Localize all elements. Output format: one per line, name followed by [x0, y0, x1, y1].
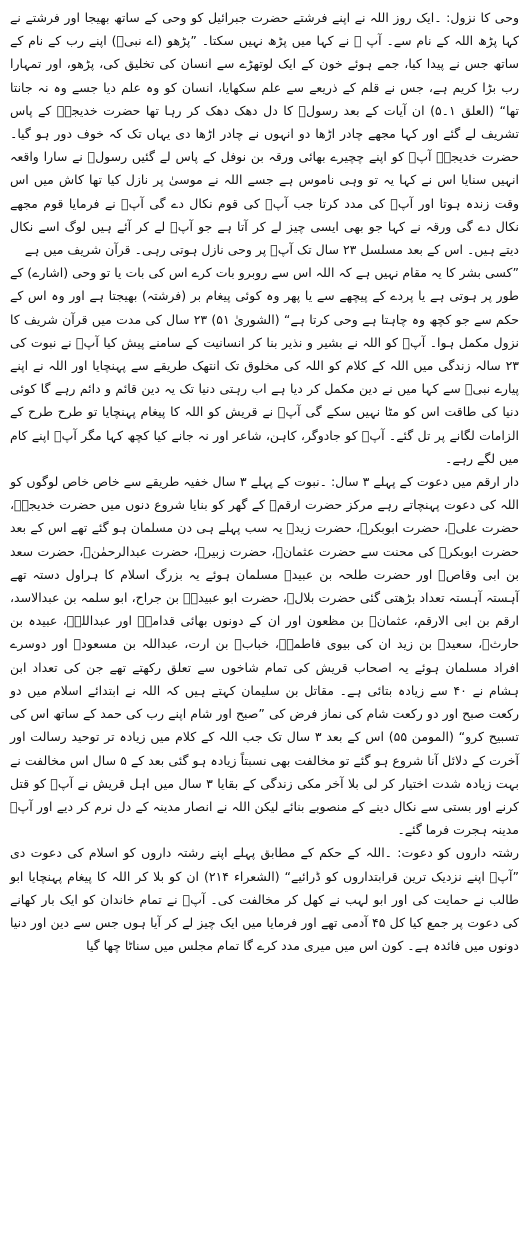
- paragraph-quran-verse: ”کسی بشر کا یہ مقام نہیں ہے کہ اللہ اس سے روبرو بات کرے اس کی بات یا تو وحی (اشارے) کے طور پر ہوتی ہے یا پردے کے پیچھے سے یا پھر وہ کوئی پیغام بر (فرشتہ) بھیجتا ہے اور وہ اس کے حکم سے جو کچھ وہ چاہتا ہے وحی کرتا ہے“ (الشوریٰ ۵۱) ۲۳ سال کی مدت میں قرآن شریف کا نزول مکمل ہوا۔ آپؐ کو اللہ نے بشیر و نذیر بنا کر انسانیت کے سامنے پیش کیا آپؐ نے نبوت کی ۲۳ سالہ زندگی میں اللہ کے کلام کو اللہ کی مخلوق تک انتھک طریقے سے پہنچایا اور اللہ نے اپنے پیارے نبیؐ سے کہا میں نے دین مکمل کر دیا ہے اب رہتی دنیا تک یہ دین قائم و دائم رہے گا کوئی دنیا کی طاقت اس کو مٹا نہیں سکے گی آپؐ نے قریش کو اللہ کا پیغام پہنچایا تو طرح طرح کے الزامات لگانے پر تل گئے۔ آپؐ کو جادوگر، کاہن، شاعر اور نہ جانے کیا کچھ کہا مگر آپؐ اپنے کام میں لگے رہے۔: [10, 265, 520, 466]
- paragraph-relatives-invitation: رشتہ داروں کو دعوت: ۔اللہ کے حکم کے مطابق پہلے اپنے رشتہ داروں کو اسلام کی دعوت دی ”آپؐ اپنے نزدیک ترین قرابتداروں کو ڈرائیے“ (الشعراء ۲۱۴) ان کو بلا کر اللہ کا پیغام پہنچایا ابو طالب نے حمایت کی اور ابو لہب نے کھل کر مخالفت کی۔ آپؐ نے تمام خاندان کو ایک بار کھانے کی دعوت پر جمع کیا کل ۴۵ آدمی تھے اور فرمایا میں ایک چیز لے کر آیا ہوں جس سے دین اور دنیا دونوں میں فائدہ ہے۔ کون اس میں میری مدد کرے گا تمام مجلس میں سناٹا چھا گیا: [10, 845, 519, 954]
- paragraph-revelation: وحی کا نزول: ۔ایک روز اللہ نے اپنے فرشتے حضرت جبرائیل کو وحی کے ساتھ بھیجا اور فرشتے نے کہا پڑھ اللہ کے نام سے۔ آپ ؐ نے کہا میں پڑھ نہیں سکتا۔ ”پڑھو (اے نبیؐ) اپنے رب کے نام کے ساتھ جس نے پیدا کیا، جمے ہوئے خون کے ایک لوتھڑے سے انسان کی تخلیق کی، پڑھو، اور تمہارا رب بڑا کریم ہے، جس نے قلم کے ذریعے سے علم سکھایا، انسان کو وہ علم دیا جسے وہ نہ جانتا تھا“ (العلق ۱۔۵) ان آیات کے بعد رسولؐ کا دل دھک دھک کر رہا تھا حضرت خدیجہؓ کے پاس تشریف لے گئے اور کہا مجھے چادر اڑھا دو انہوں نے چادر اڑھا دی یہاں تک کہ خوف دور ہو گیا۔ حضرت خدیجہؓ آپؐ کو اپنے چچیرے بھائی ورقہ بن نوفل کے پاس لے گئیں رسولؐ نے سارا واقعہ انہیں سنایا اس نے کہا یہ تو وہی ناموس ہے جسے اللہ نے موسیٰ پر نازل کیا تھا کاش میں اس وقت زندہ ہوتا اور آپؐ کی مدد کرتا جب آپؐ کی قوم نکال دے گی آپؐ نے فرمایا قوم مجھے نکال دے گی ورقہ نے کہا جو بھی ایسی چیز لے کر آتا ہے جو آپؐ لے کر آئے ہیں لوگ اسے نکال دیتے ہیں۔ اس کے بعد مسلسل ۲۳ سال تک آپؐ پر وحی نازل ہوتی رہی۔ قرآن شریف میں ہے: [10, 10, 519, 258]
- paragraph-dar-arqam: دار ارقم میں دعوت کے پہلے ۳ سال: ۔نبوت کے پہلے ۳ سال خفیہ طریقے سے خاص خاص لوگوں کو اللہ کی دعوت پہنچاتے رہے مرکز حضرت ارقمؓ کے گھر کو بنایا شروع دنوں میں حضرت خدیجہؓ، حضرت علیؓ، حضرت ابوبکرؓ، حضرت زیدؓ یہ سب پہلے ہی دن مسلمان ہو گئے تھے اس کے بعد حضرت ابوبکرؓ کی محنت سے حضرت عثمانؓ، حضرت زبیرؓ، حضرت عبدالرحمٰنؓ، حضرت سعد بن ابی وقاصؓ اور حضرت طلحہ بن عبیدؓ مسلمان ہوئے یہ بزرگ اسلام کا ہراول دستہ تھے آہستہ آہستہ تعداد بڑھتی گئی حضرت بلالؓ، حضرت ابو عبیدہؓ بن جراح، ابو سلمہ بن عبدالاسد، ارقم بن ابی الارقم، عثمانؓ بن مظعون اور ان کے دونوں بھائی قدامہؓ اور عبداللہؓ، عبیدہ بن حارثؓ، سعیدؓ بن زید ان کی بیوی فاطمہؓ، خبابؓ بن ارت، عبداللہ بن مسعودؓ اور دوسرے افراد مسلمان ہوئے یہ اصحاب قریش کی تمام شاخوں سے تعلق رکھتے تھے جن کی تعداد ابن ہشام نے ۴۰ سے زیادہ بتائی ہے۔ مقاتل بن سلیمان کہتے ہیں کہ اللہ نے ابتدائے اسلام میں دو رکعت صبح اور دو رکعت شام کی نماز فرض کی ”صبح اور شام اپنے رب کی حمد کے ساتھ اس کی تسبیح کرو“ (المومن ۵۵) اس کے بعد ۳ سال تک جب اللہ کے کلام میں زیادہ تر توحید رسالت اور آخرت کے دلائل آنا شروع ہو گئے تو مخالفت بھی نسبتاً زیادہ ہو گئی بعد کے ۵ سال اس مخالفت نے بہت زیادہ شدت اختیار کر لی بلا آخر مکی زندگی کے بقایا ۳ سال میں اہل قریش نے آپؐ کو قتل کرنے اور بستی سے نکال دینے کے منصوبے بنائے لیکن اللہ نے انصار مدینہ کے دل نرم کر دیے اور آپؐ مدینہ ہجرت فرما گئے۔: [10, 474, 519, 838]
